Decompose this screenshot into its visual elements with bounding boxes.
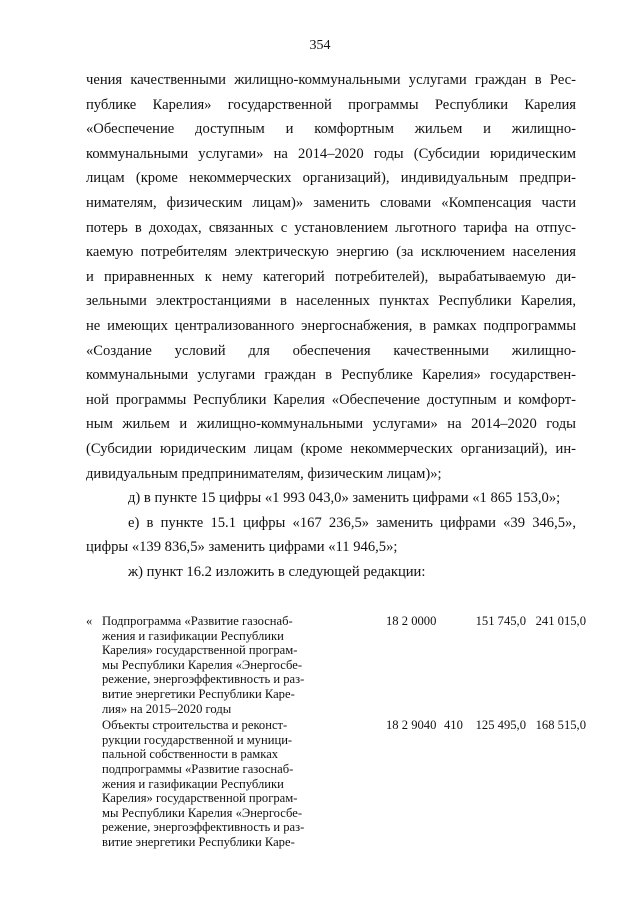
row-value-2: 241 015,0	[535, 614, 586, 628]
text-line: дивидуальным предпринимателям, физическим лицам)»;	[86, 465, 442, 482]
row-name-line: Объекты строительства и реконст-	[102, 718, 288, 733]
row-name-line: мы Республики Карелия «Энергосбе-	[102, 657, 303, 672]
text-line: нимателям, физическим лицам)» заменить словами «Компенсация части	[86, 194, 576, 211]
row-name-line: подпрограммы «Развитие газоснаб-	[102, 761, 294, 776]
text-line: и приравненных к нему категорий потребителей), вырабатываемую ди-	[86, 268, 576, 285]
item-d: д) в пункте 15 цифры «1 993 043,0» заменить цифрами «1 865 153,0»;	[128, 490, 561, 507]
row-code: 18 2 9040	[386, 718, 437, 733]
text-line: потерь в доходах, связанных с установлением льготного тарифа на отпус-	[86, 219, 576, 236]
row-name-line: пальной собственности в рамках	[102, 747, 279, 762]
row-name-line: режение, энергоэффективность и раз-	[102, 672, 305, 687]
row-name-line: Подпрограмма «Развитие газоснаб-	[102, 614, 293, 628]
text-line: «Обеспечение доступным и комфортным жильем и жилищно-	[86, 121, 576, 138]
row-value-1: 125 495,0	[475, 718, 526, 733]
table-row	[86, 718, 586, 849]
item-zh: ж) пункт 16.2 изложить в следующей редакции:	[128, 563, 426, 580]
row-name-line: Карелия» государственной програм-	[102, 643, 298, 658]
row-name-line: жения и газификации Республики	[102, 628, 284, 643]
text-line: «Создание условий для обеспечения качественными жилищно-	[86, 342, 576, 359]
row-name-line: рукции государственной и муници-	[102, 732, 293, 747]
row-code: 18 2 0000	[386, 614, 437, 628]
row-name	[102, 718, 308, 849]
row-name	[102, 614, 308, 716]
table-row	[86, 614, 586, 716]
paragraph-continuation	[86, 68, 576, 486]
text-line: (Субсидии юридическим лицам (кроме некоммерческих организаций), ин-	[86, 440, 576, 457]
text-line: ной программы Республики Карелия «Обеспечение доступным и комфорт-	[86, 391, 576, 408]
text-line: зельными электростанциями в населенных пунктах Республики Карелия,	[86, 293, 576, 310]
text-line: не имеющих централизованного энергоснабжения, в рамках подпрограммы	[86, 317, 576, 334]
text-line: каемую потребителям электрическую энергию (за исключением населения	[86, 244, 576, 261]
row-value-1: 151 745,0	[475, 614, 526, 628]
text-line: коммунальными услугами граждан в Республике Карелия» государствен-	[86, 367, 576, 384]
open-quote: «	[86, 614, 93, 628]
budget-table	[86, 614, 586, 850]
page-number: 354	[309, 38, 331, 53]
item-e-line: цифры «139 836,5» заменить цифрами «11 946,5»;	[86, 539, 398, 556]
text-line: ным жильем и жилищно-коммунальными услугами» на 2014–2020 годы	[86, 416, 576, 433]
row-name-line: Карелия» государственной програм-	[102, 791, 298, 806]
row-name-line: жения и газификации Республики	[102, 776, 284, 791]
text-line: коммунальными услугами» на 2014–2020 годы (Субсидии юридическим	[86, 145, 576, 162]
text-line: лицам (кроме некоммерческих организаций), индивидуальным предпри-	[86, 170, 576, 187]
row-name-line: мы Республики Карелия «Энергосбе-	[102, 805, 303, 820]
text-line: чения качественными жилищно-коммунальными услугами граждан в Рес-	[86, 72, 576, 88]
row-name-line: витие энергетики Республики Каре-	[102, 834, 295, 849]
row-name-line: лия» на 2015–2020 годы	[102, 701, 232, 716]
item-e-line: е) в пункте 15.1 цифры «167 236,5» заменить цифрами «39 346,5»,	[128, 514, 576, 531]
row-name-line: режение, энергоэффективность и раз-	[102, 820, 305, 835]
document-body	[86, 68, 576, 584]
row-name-line: витие энергетики Республики Каре-	[102, 686, 295, 701]
row-kvr: 410	[444, 718, 463, 733]
text-line: публике Карелия» государственной программы Республики Карелия	[86, 96, 576, 113]
row-value-2: 168 515,0	[535, 718, 586, 733]
